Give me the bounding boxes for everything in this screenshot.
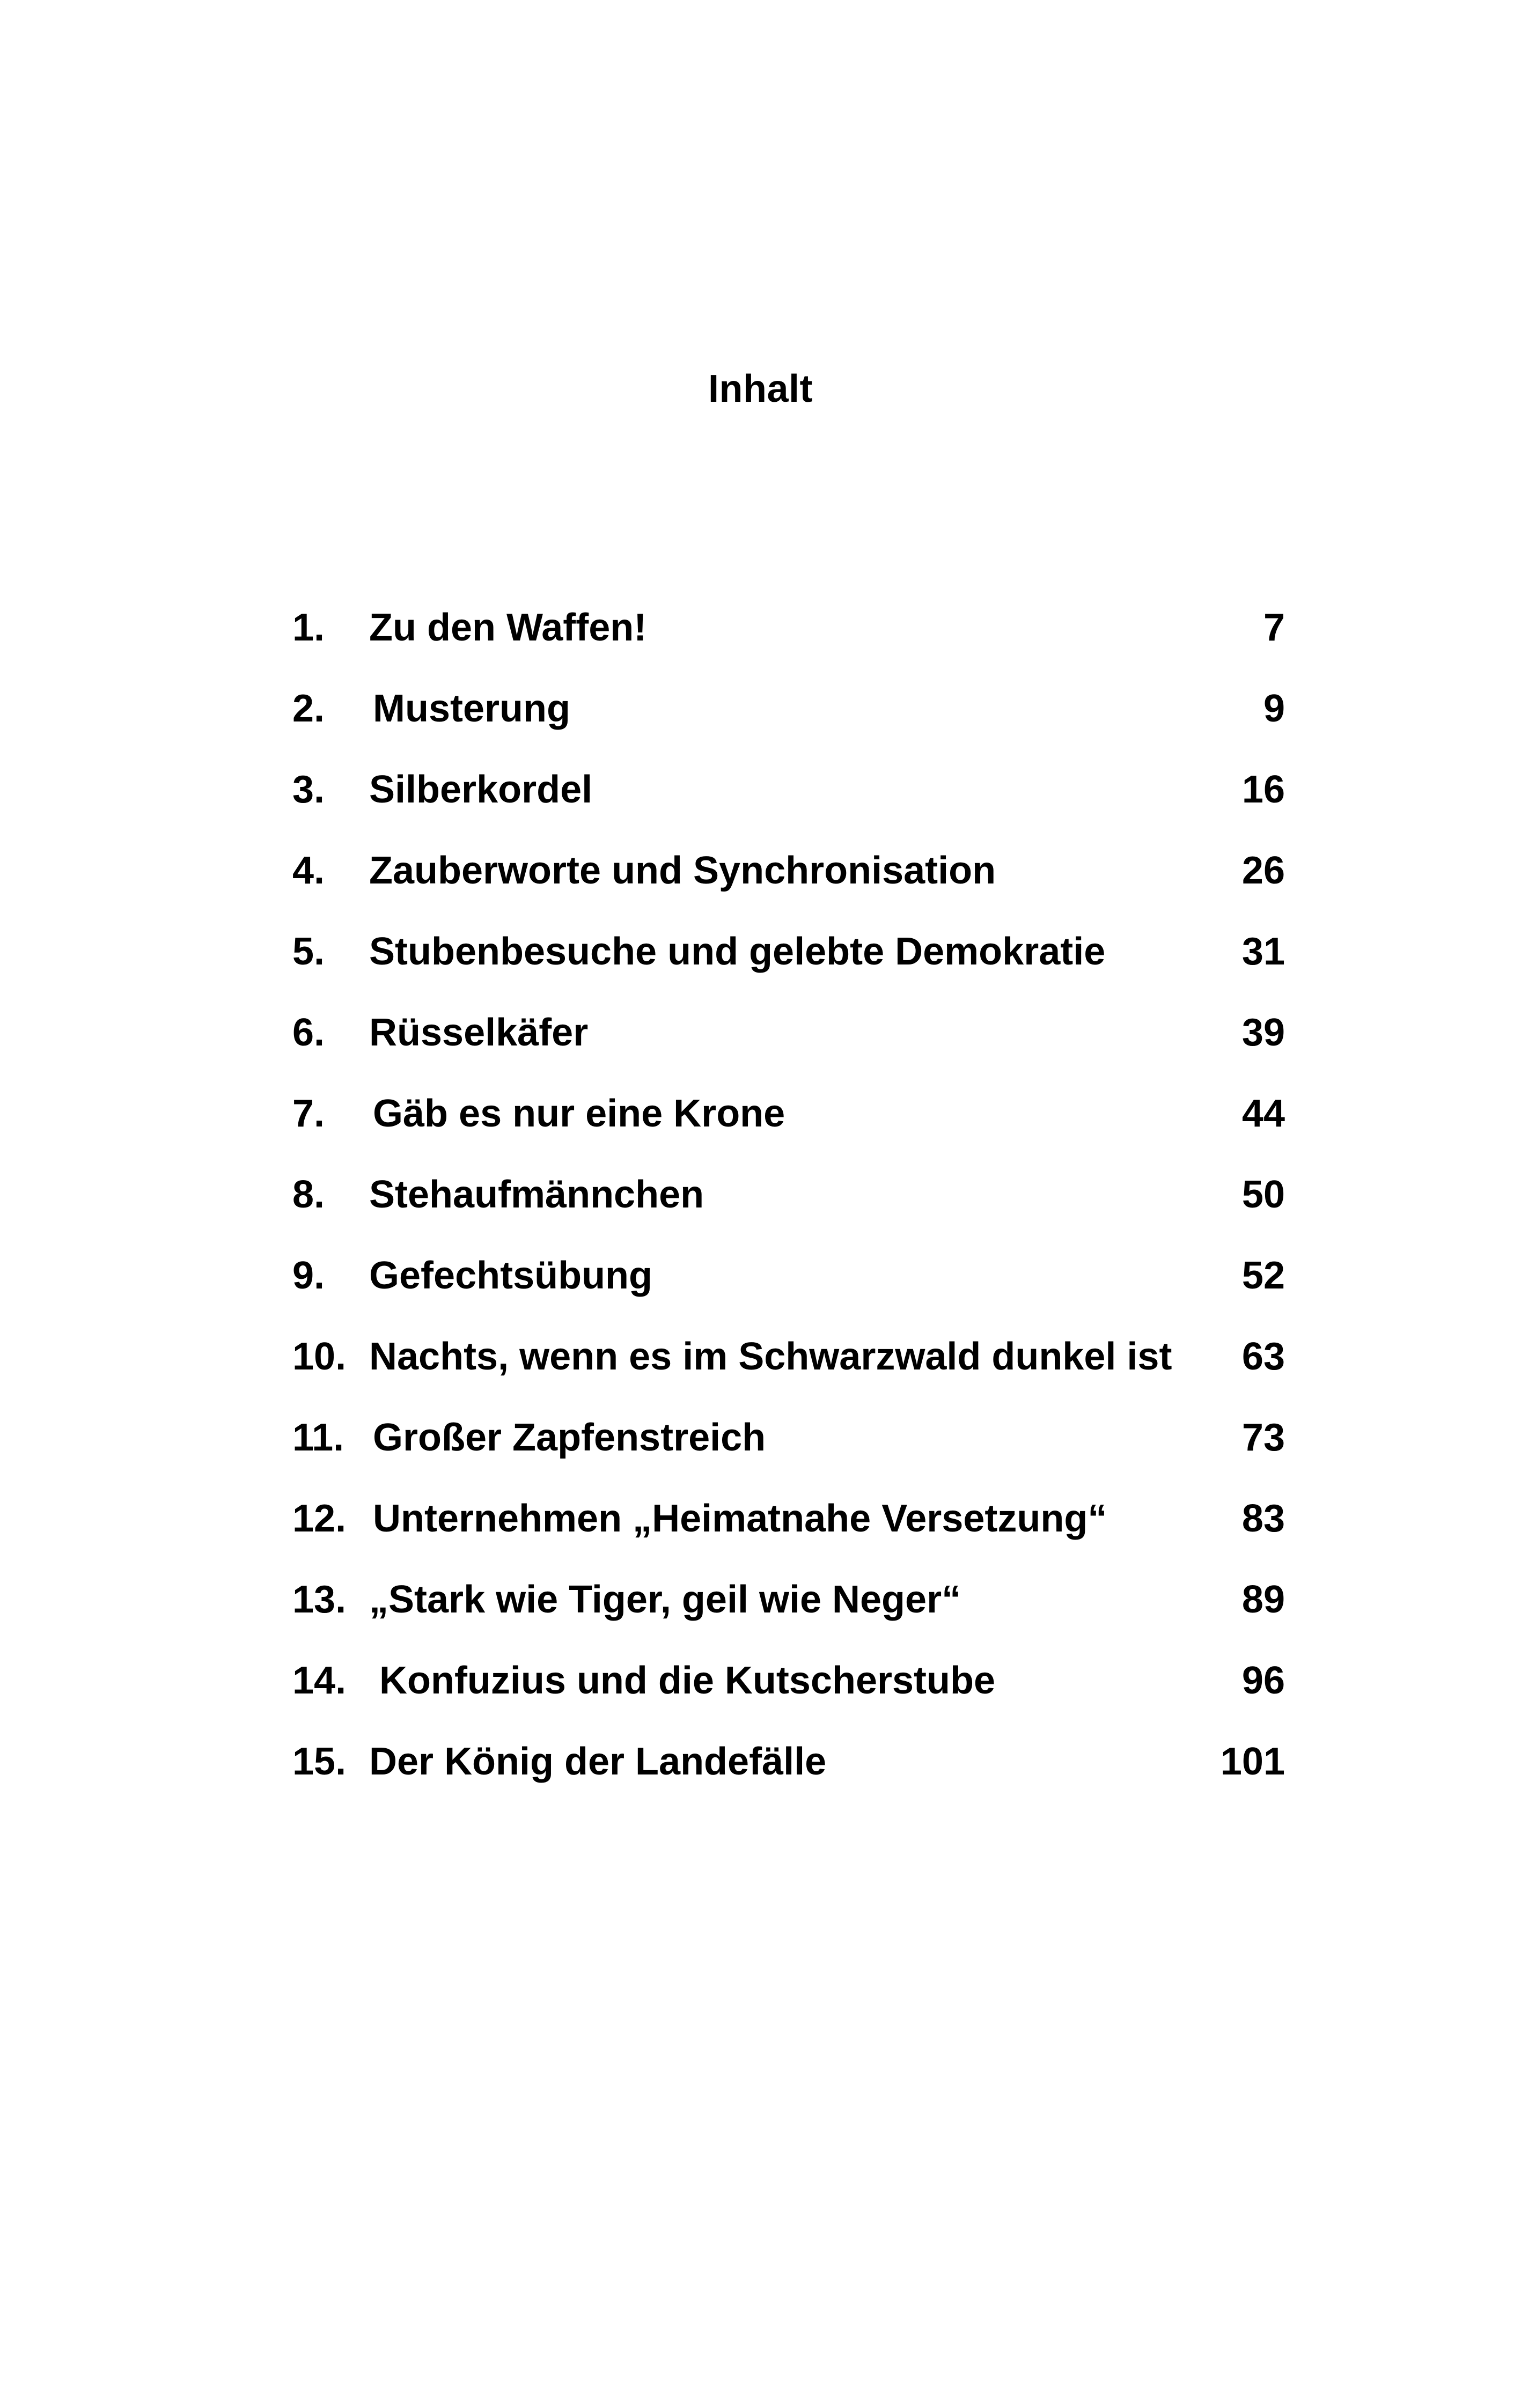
toc-entry-page: 31 xyxy=(1241,930,1285,973)
page-title: Inhalt xyxy=(708,367,813,410)
toc-entry-page: 9 xyxy=(1263,687,1285,730)
toc-entry-number: 4. xyxy=(292,849,325,892)
toc-entry-10 xyxy=(292,1330,1285,1411)
toc-entry-title: Zu den Waffen! xyxy=(369,606,647,649)
toc-entry-5 xyxy=(292,925,1285,1006)
toc-entry-page: 50 xyxy=(1241,1173,1285,1216)
toc-entry-12 xyxy=(292,1492,1285,1573)
toc-entry-title: Musterung xyxy=(373,687,570,730)
toc-entry-number: 11. xyxy=(292,1416,344,1459)
toc-entry-title: Großer Zapfenstreich xyxy=(373,1416,766,1459)
toc-entry-title: Rüsselkäfer xyxy=(369,1011,589,1054)
toc-entry-page: 44 xyxy=(1241,1092,1285,1135)
toc-entry-number: 12. xyxy=(292,1497,347,1540)
toc-entry-6 xyxy=(292,1006,1285,1087)
toc-entry-7 xyxy=(292,1087,1285,1168)
toc-entry-13 xyxy=(292,1573,1285,1654)
toc-entry-page: 83 xyxy=(1241,1497,1285,1540)
toc-entry-2 xyxy=(292,682,1285,763)
toc-entry-8 xyxy=(292,1168,1285,1249)
toc-entry-4 xyxy=(292,844,1285,925)
toc-entry-title: Gefechtsübung xyxy=(369,1254,653,1297)
toc-entry-9 xyxy=(292,1249,1285,1330)
toc-entry-11 xyxy=(292,1411,1285,1492)
toc-entry-page: 39 xyxy=(1241,1011,1285,1054)
toc-entry-number: 13. xyxy=(292,1578,347,1621)
toc-entry-page: 63 xyxy=(1241,1335,1285,1378)
toc-entry-title: „Stark wie Tiger, geil wie Neger“ xyxy=(369,1578,961,1621)
toc-entry-1 xyxy=(292,601,1285,682)
toc-entry-15 xyxy=(292,1735,1285,1816)
toc-entry-title: Nachts, wenn es im Schwarzwald dunkel ist xyxy=(369,1335,1172,1378)
toc-entry-number: 8. xyxy=(292,1173,325,1216)
toc-entry-page: 16 xyxy=(1241,768,1285,811)
table-of-contents xyxy=(292,601,1285,1816)
toc-entry-page: 89 xyxy=(1241,1578,1285,1621)
toc-entry-page: 73 xyxy=(1241,1416,1285,1459)
toc-entry-title: Gäb es nur eine Krone xyxy=(373,1092,785,1135)
toc-entry-page: 26 xyxy=(1241,849,1285,892)
toc-entry-title: Silberkordel xyxy=(369,768,593,811)
toc-entry-number: 3. xyxy=(292,768,325,811)
toc-entry-number: 2. xyxy=(292,687,325,730)
toc-entry-3 xyxy=(292,763,1285,844)
toc-entry-page: 7 xyxy=(1263,606,1285,649)
toc-entry-page: 52 xyxy=(1241,1254,1285,1297)
toc-entry-title: Der König der Landefälle xyxy=(369,1740,827,1783)
toc-entry-number: 6. xyxy=(292,1011,325,1054)
toc-entry-title: Konfuzius und die Kutscherstube xyxy=(379,1659,996,1702)
toc-entry-page: 96 xyxy=(1241,1659,1285,1702)
toc-entry-title: Zauberworte und Synchronisation xyxy=(369,849,996,892)
toc-entry-number: 7. xyxy=(292,1092,325,1135)
toc-entry-title: Stehaufmännchen xyxy=(369,1173,704,1216)
toc-entry-number: 1. xyxy=(292,606,325,649)
toc-entry-number: 10. xyxy=(292,1335,347,1378)
toc-entry-number: 9. xyxy=(292,1254,325,1297)
toc-entry-14 xyxy=(292,1654,1285,1735)
toc-entry-number: 5. xyxy=(292,930,325,973)
toc-entry-page: 101 xyxy=(1220,1740,1285,1783)
toc-entry-title: Unternehmen „Heimatnahe Versetzung“ xyxy=(373,1497,1107,1540)
toc-entry-number: 14. xyxy=(292,1659,347,1702)
toc-entry-number: 15. xyxy=(292,1740,347,1783)
toc-entry-title: Stubenbesuche und gelebte Demokratie xyxy=(369,930,1106,973)
